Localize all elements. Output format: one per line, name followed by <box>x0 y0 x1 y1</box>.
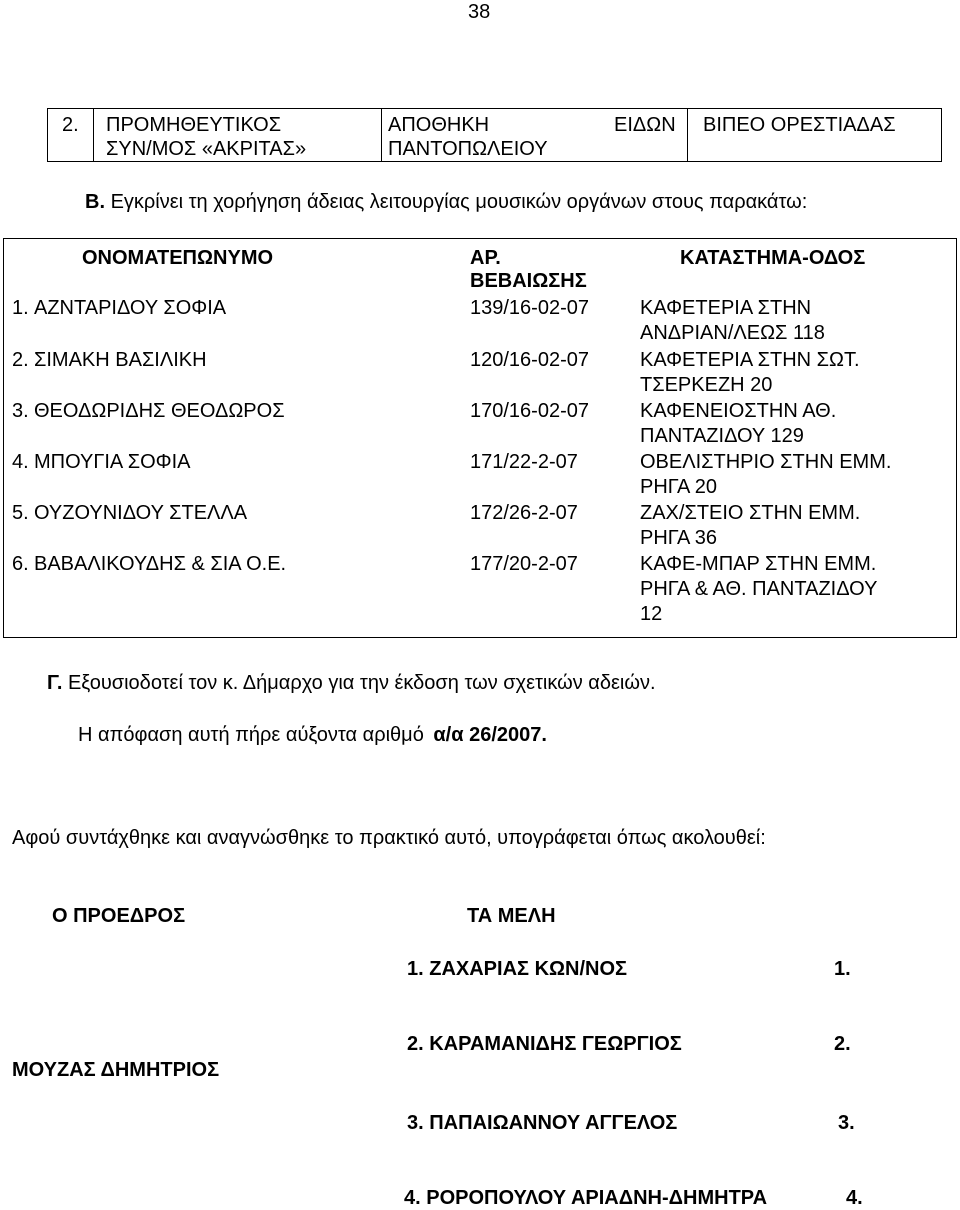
member-name: 3. ΠΑΠΑΙΩΑΝΝΟΥ ΑΓΓΕΛΟΣ <box>407 1112 678 1134</box>
row-number: 4. <box>12 451 29 473</box>
member-name: 2. ΚΑΡΑΜΑΝΙΔΗΣ ΓΕΩΡΓΙΟΣ <box>407 1033 682 1055</box>
member-signature-mark: 4. <box>846 1187 863 1209</box>
president-title: Ο ΠΡΟΕΔΡΟΣ <box>52 905 186 927</box>
row-shop-line1: ΚΑΦΕΝΕΙΟΣΤΗΝ ΑΘ. <box>640 400 837 422</box>
decision-text: Η απόφαση αυτή πήρε αύξοντα αριθμό <box>78 724 424 746</box>
music-license-table <box>3 238 957 638</box>
section-b <box>85 190 807 214</box>
header-name: ΟΝΟΜΑΤΕΠΩΝΥΜΟ <box>82 247 274 269</box>
section-g-label: Γ. <box>47 672 63 694</box>
row-name: ΒΑΒΑΛΙΚΟΥΔΗΣ & ΣΙΑ Ο.Ε. <box>34 553 287 575</box>
row-number: 2. <box>12 349 29 371</box>
member-signature-mark: 1. <box>834 958 851 980</box>
row-shop-line2: ΡΗΓΑ 20 <box>640 476 718 498</box>
row-name: ΘΕΟΔΩΡΙΔΗΣ ΘΕΟΔΩΡΟΣ <box>34 400 285 422</box>
row-name: ΟΥΖΟΥΝΙΔΟΥ ΣΤΕΛΛΑ <box>34 502 248 524</box>
top-row-name-line2: ΣΥΝ/ΜΟΣ «ΑΚΡΙΤΑΣ» <box>106 138 307 160</box>
closing-sentence: Αφού συντάχθηκε και αναγνώσθηκε το πρακτικό αυτό, υπογράφεται όπως ακολουθεί: <box>12 827 766 849</box>
row-shop-line3: 12 <box>640 603 663 625</box>
member-name: 1. ΖΑΧΑΡΙΑΣ ΚΩΝ/ΝΟΣ <box>407 958 628 980</box>
header-cert-line2: ΒΕΒΑΙΩΣΗΣ <box>470 270 587 292</box>
section-b-text: Εγκρίνει τη χορήγηση άδειας λειτουργίας μουσικών οργάνων στους παρακάτω: <box>110 191 808 213</box>
row-shop-line1: ΚΑΦΕΤΕΡΙΑ ΣΤΗΝ ΣΩΤ. <box>640 349 860 371</box>
member-signature-mark: 2. <box>834 1033 851 1055</box>
top-row-name-line1: ΠΡΟΜΗΘΕΥΤΙΚΟΣ <box>106 114 282 136</box>
member-signature-mark: 3. <box>838 1112 855 1134</box>
row-cert: 170/16-02-07 <box>470 400 589 422</box>
row-shop-line1: ΚΑΦΕ-ΜΠΑΡ ΣΤΗΝ ΕΜΜ. <box>640 553 877 575</box>
top-row-type-word2: ΕΙΔΩΝ <box>614 114 676 136</box>
row-shop-line2: ΤΣΕΡΚΕΖΗ 20 <box>640 374 773 396</box>
row-shop-line1: ΖΑΧ/ΣΤΕΙΟ ΣΤΗΝ ΕΜΜ. <box>640 502 861 524</box>
page-number: 38 <box>468 1 491 23</box>
row-cert: 139/16-02-07 <box>470 297 589 319</box>
row-shop-line2: ΠΑΝΤΑΖΙΔΟΥ 129 <box>640 425 804 447</box>
row-shop-line2: ΑΝΔΡΙΑΝ/ΛΕΩΣ 118 <box>640 322 825 344</box>
section-g <box>47 671 656 695</box>
row-cert: 172/26-2-07 <box>470 502 578 524</box>
header-shop: ΚΑΤΑΣΤΗΜΑ-ΟΔΟΣ <box>680 247 866 269</box>
section-g-text: Εξουσιοδοτεί τον κ. Δήμαρχο για την έκδοση των σχετικών αδειών. <box>67 672 656 694</box>
top-row-type-line2: ΠΑΝΤΟΠΩΛΕΙΟΥ <box>388 138 548 160</box>
row-number: 5. <box>12 502 29 524</box>
header-cert-line1: ΑΡ. <box>470 247 501 269</box>
section-b-label: Β. <box>85 191 105 213</box>
row-cert: 120/16-02-07 <box>470 349 589 371</box>
row-shop-line1: ΟΒΕΛΙΣΤΗΡΙΟ ΣΤΗΝ ΕΜΜ. <box>640 451 892 473</box>
row-shop-line1: ΚΑΦΕΤΕΡΙΑ ΣΤΗΝ <box>640 297 812 319</box>
top-row-type-line1: ΑΠΟΘΗΚΗ <box>388 114 490 136</box>
row-cert: 177/20-2-07 <box>470 553 578 575</box>
row-name: ΑΖΝΤΑΡΙΔΟΥ ΣΟΦΙΑ <box>34 297 227 319</box>
member-name: 4. ΡΟΡΟΠΟΥΛΟΥ ΑΡΙΑΔΝΗ-ΔΗΜΗΤΡΑ <box>404 1187 768 1209</box>
row-number: 3. <box>12 400 29 422</box>
row-number: 1. <box>12 297 29 319</box>
row-name: ΜΠΟΥΓΙΑ ΣΟΦΙΑ <box>34 451 191 473</box>
row-shop-line2: ΡΗΓΑ 36 <box>640 527 718 549</box>
top-table <box>47 108 942 162</box>
row-shop-line2: ΡΗΓΑ & ΑΘ. ΠΑΝΤΑΖΙΔΟΥ <box>640 578 878 600</box>
row-cert: 171/22-2-07 <box>470 451 578 473</box>
top-row-location: ΒΙΠΕΟ ΟΡΕΣΤΙΑΔΑΣ <box>703 114 896 136</box>
row-name: ΣΙΜΑΚΗ ΒΑΣΙΛΙΚΗ <box>34 349 207 371</box>
members-title: ΤΑ ΜΕΛΗ <box>467 905 556 927</box>
row-number: 6. <box>12 553 29 575</box>
top-row-number: 2. <box>62 114 79 136</box>
president-name: ΜΟΥΖΑΣ ΔΗΜΗΤΡΙΟΣ <box>12 1059 220 1081</box>
decision-number: α/α 26/2007. <box>433 724 547 746</box>
decision-line <box>78 723 547 747</box>
